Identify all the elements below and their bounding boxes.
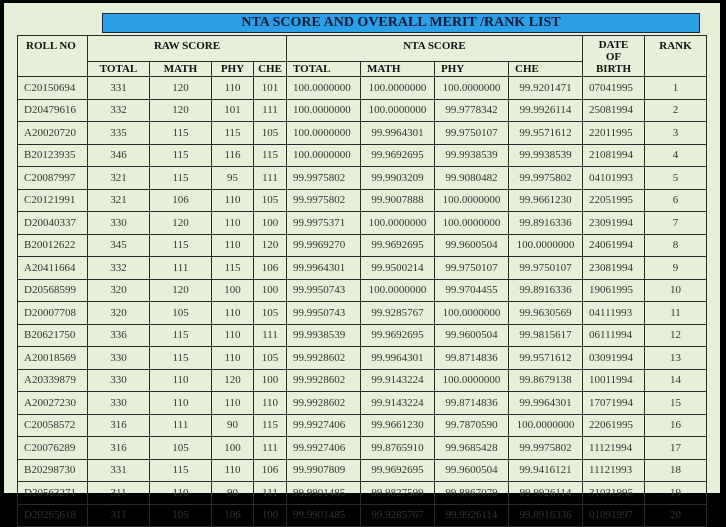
header-raw-math: MATH (150, 62, 212, 77)
nta-che-cell: 99.8916336 (509, 212, 583, 235)
nta-math-cell: 99.9285767 (361, 302, 435, 325)
nta-total-cell: 99.9901485 (287, 482, 361, 505)
nta-che-cell: 99.9975802 (509, 437, 583, 460)
table-row (18, 99, 707, 122)
dob-cell: 06111994 (583, 324, 645, 347)
roll-no-cell: D20007708 (18, 302, 88, 325)
nta-math-cell: 100.0000000 (361, 212, 435, 235)
nta-math-cell: 99.9903209 (361, 167, 435, 190)
nta-che-cell: 99.8916336 (509, 279, 583, 302)
nta-phy-cell: 99.9750107 (435, 122, 509, 145)
nta-math-cell: 99.9827599 (361, 482, 435, 505)
table-row (18, 122, 707, 145)
nta-phy-cell: 99.8714836 (435, 392, 509, 415)
nta-phy-cell: 99.9600504 (435, 324, 509, 347)
raw-che-cell: 115 (254, 144, 287, 167)
rank-cell: 7 (645, 212, 707, 235)
nta-math-cell: 99.9692695 (361, 144, 435, 167)
raw-math-cell: 105 (150, 437, 212, 460)
raw-math-cell: 120 (150, 99, 212, 122)
nta-phy-cell: 99.8714836 (435, 347, 509, 370)
roll-no-cell: A20339879 (18, 369, 88, 392)
rank-cell: 20 (645, 504, 707, 527)
nta-total-cell: 99.9928602 (287, 347, 361, 370)
table-row (18, 482, 707, 505)
nta-math-cell: 99.9661230 (361, 414, 435, 437)
rank-cell: 11 (645, 302, 707, 325)
nta-total-cell: 99.9901485 (287, 504, 361, 527)
header-nta-total: TOTAL (287, 62, 361, 77)
nta-math-cell: 100.0000000 (361, 279, 435, 302)
raw-che-cell: 101 (254, 77, 287, 100)
raw-phy-cell: 106 (212, 504, 254, 527)
nta-total-cell: 100.0000000 (287, 77, 361, 100)
rank-cell: 4 (645, 144, 707, 167)
header-raw-total: TOTAL (88, 62, 150, 77)
rank-cell: 19 (645, 482, 707, 505)
raw-math-cell: 110 (150, 369, 212, 392)
raw-phy-cell: 90 (212, 482, 254, 505)
dob-cell: 19061995 (583, 279, 645, 302)
raw-total-cell: 311 (88, 504, 150, 527)
nta-phy-cell: 99.9704455 (435, 279, 509, 302)
raw-che-cell: 110 (254, 392, 287, 415)
rank-cell: 9 (645, 257, 707, 280)
table-row (18, 257, 707, 280)
nta-total-cell: 99.9928602 (287, 392, 361, 415)
raw-phy-cell: 110 (212, 212, 254, 235)
raw-phy-cell: 110 (212, 302, 254, 325)
raw-total-cell: 316 (88, 414, 150, 437)
raw-total-cell: 311 (88, 482, 150, 505)
table-row (18, 279, 707, 302)
dob-cell: 25081994 (583, 99, 645, 122)
raw-math-cell: 115 (150, 234, 212, 257)
raw-math-cell: 106 (150, 189, 212, 212)
nta-phy-cell: 99.9778342 (435, 99, 509, 122)
table-body (18, 77, 707, 527)
raw-math-cell: 115 (150, 122, 212, 145)
nta-math-cell: 99.8765910 (361, 437, 435, 460)
page-frame (4, 3, 720, 522)
raw-total-cell: 330 (88, 392, 150, 415)
nta-che-cell: 100.0000000 (509, 234, 583, 257)
raw-phy-cell: 100 (212, 279, 254, 302)
dob-cell: 22011995 (583, 122, 645, 145)
merit-table (17, 35, 707, 527)
raw-math-cell: 111 (150, 257, 212, 280)
dob-cell: 21081994 (583, 144, 645, 167)
dob-cell: 01091997 (583, 504, 645, 527)
raw-math-cell: 111 (150, 414, 212, 437)
raw-phy-cell: 115 (212, 257, 254, 280)
raw-che-cell: 111 (254, 482, 287, 505)
raw-total-cell: 330 (88, 212, 150, 235)
dob-cell: 22061995 (583, 414, 645, 437)
raw-phy-cell: 110 (212, 189, 254, 212)
raw-phy-cell: 110 (212, 459, 254, 482)
raw-phy-cell: 110 (212, 234, 254, 257)
nta-che-cell: 99.9571612 (509, 347, 583, 370)
header-rank: RANK (645, 36, 707, 77)
raw-total-cell: 331 (88, 77, 150, 100)
rank-cell: 15 (645, 392, 707, 415)
header-raw-phy: PHY (212, 62, 254, 77)
nta-phy-cell: 100.0000000 (435, 212, 509, 235)
rank-cell: 10 (645, 279, 707, 302)
rank-cell: 6 (645, 189, 707, 212)
roll-no-cell: D20479616 (18, 99, 88, 122)
roll-no-cell: B20298730 (18, 459, 88, 482)
table-row (18, 369, 707, 392)
header-raw-che: CHE (254, 62, 287, 77)
dob-cell: 11121993 (583, 459, 645, 482)
nta-math-cell: 99.9500214 (361, 257, 435, 280)
raw-math-cell: 120 (150, 212, 212, 235)
table-row (18, 167, 707, 190)
rank-cell: 1 (645, 77, 707, 100)
raw-che-cell: 106 (254, 257, 287, 280)
raw-phy-cell: 110 (212, 347, 254, 370)
nta-math-cell: 99.9964301 (361, 347, 435, 370)
nta-phy-cell: 99.9080482 (435, 167, 509, 190)
raw-che-cell: 111 (254, 99, 287, 122)
raw-che-cell: 111 (254, 437, 287, 460)
raw-total-cell: 346 (88, 144, 150, 167)
table-row (18, 324, 707, 347)
raw-math-cell: 115 (150, 459, 212, 482)
header-nta-math: MATH (361, 62, 435, 77)
roll-no-cell: D20568599 (18, 279, 88, 302)
raw-total-cell: 345 (88, 234, 150, 257)
rank-cell: 16 (645, 414, 707, 437)
rank-cell: 3 (645, 122, 707, 145)
raw-phy-cell: 90 (212, 414, 254, 437)
header-row-1 (18, 36, 707, 62)
nta-phy-cell: 99.9600504 (435, 234, 509, 257)
raw-total-cell: 332 (88, 99, 150, 122)
dob-cell: 04101993 (583, 167, 645, 190)
raw-che-cell: 105 (254, 302, 287, 325)
nta-total-cell: 100.0000000 (287, 99, 361, 122)
dob-cell: 22051995 (583, 189, 645, 212)
nta-total-cell: 99.9907809 (287, 459, 361, 482)
table-row (18, 77, 707, 100)
raw-math-cell: 115 (150, 144, 212, 167)
raw-phy-cell: 110 (212, 392, 254, 415)
nta-che-cell: 99.9926114 (509, 482, 583, 505)
nta-phy-cell: 99.9685428 (435, 437, 509, 460)
rank-cell: 12 (645, 324, 707, 347)
raw-total-cell: 321 (88, 167, 150, 190)
raw-che-cell: 111 (254, 167, 287, 190)
raw-che-cell: 105 (254, 347, 287, 370)
raw-che-cell: 115 (254, 414, 287, 437)
table-row (18, 459, 707, 482)
header-raw-score: RAW SCORE (88, 36, 287, 62)
raw-total-cell: 330 (88, 347, 150, 370)
table-row (18, 437, 707, 460)
table-row (18, 302, 707, 325)
nta-total-cell: 99.9975802 (287, 167, 361, 190)
header-dob: DATE OF BIRTH (583, 36, 645, 77)
nta-che-cell: 99.9571612 (509, 122, 583, 145)
nta-math-cell: 100.0000000 (361, 77, 435, 100)
raw-phy-cell: 95 (212, 167, 254, 190)
nta-che-cell: 99.9750107 (509, 257, 583, 280)
nta-che-cell: 99.9201471 (509, 77, 583, 100)
table-row (18, 234, 707, 257)
nta-total-cell: 99.9975802 (287, 189, 361, 212)
raw-che-cell: 105 (254, 189, 287, 212)
nta-math-cell: 99.9692695 (361, 234, 435, 257)
roll-no-cell: C20076289 (18, 437, 88, 460)
header-nta-score: NTA SCORE (287, 36, 583, 62)
dob-cell: 03091994 (583, 347, 645, 370)
page-title: NTA SCORE AND OVERALL MERIT /RANK LIST (102, 13, 700, 33)
roll-no-cell: B20012622 (18, 234, 88, 257)
raw-math-cell: 120 (150, 77, 212, 100)
raw-che-cell: 106 (254, 459, 287, 482)
raw-math-cell: 115 (150, 324, 212, 347)
dob-cell: 31031995 (583, 482, 645, 505)
nta-che-cell: 99.8679138 (509, 369, 583, 392)
raw-che-cell: 100 (254, 279, 287, 302)
nta-che-cell: 99.9630569 (509, 302, 583, 325)
header-roll-no: ROLL NO (18, 36, 88, 77)
roll-no-cell: D20265618 (18, 504, 88, 527)
roll-no-cell: C20150694 (18, 77, 88, 100)
rank-cell: 18 (645, 459, 707, 482)
roll-no-cell: C20121991 (18, 189, 88, 212)
raw-phy-cell: 120 (212, 369, 254, 392)
raw-total-cell: 332 (88, 257, 150, 280)
nta-total-cell: 100.0000000 (287, 122, 361, 145)
rank-cell: 8 (645, 234, 707, 257)
raw-total-cell: 321 (88, 189, 150, 212)
raw-total-cell: 331 (88, 459, 150, 482)
nta-che-cell: 99.9661230 (509, 189, 583, 212)
nta-total-cell: 99.9969270 (287, 234, 361, 257)
nta-total-cell: 99.9950743 (287, 302, 361, 325)
rank-cell: 2 (645, 99, 707, 122)
roll-no-cell: A20020720 (18, 122, 88, 145)
nta-math-cell: 99.9285767 (361, 504, 435, 527)
nta-che-cell: 99.9815617 (509, 324, 583, 347)
nta-phy-cell: 100.0000000 (435, 302, 509, 325)
roll-no-cell: C20087997 (18, 167, 88, 190)
nta-math-cell: 99.9692695 (361, 324, 435, 347)
raw-total-cell: 320 (88, 302, 150, 325)
table-row (18, 392, 707, 415)
roll-no-cell: C20058572 (18, 414, 88, 437)
nta-phy-cell: 100.0000000 (435, 369, 509, 392)
raw-phy-cell: 110 (212, 77, 254, 100)
nta-phy-cell: 99.9750107 (435, 257, 509, 280)
rank-cell: 13 (645, 347, 707, 370)
raw-phy-cell: 110 (212, 324, 254, 347)
raw-che-cell: 100 (254, 504, 287, 527)
dob-cell: 10011994 (583, 369, 645, 392)
raw-phy-cell: 116 (212, 144, 254, 167)
raw-che-cell: 100 (254, 369, 287, 392)
dob-cell: 04111993 (583, 302, 645, 325)
dob-cell: 23081994 (583, 257, 645, 280)
raw-phy-cell: 115 (212, 122, 254, 145)
roll-no-cell: D20040337 (18, 212, 88, 235)
header-nta-che: CHE (509, 62, 583, 77)
raw-math-cell: 110 (150, 482, 212, 505)
raw-math-cell: 110 (150, 392, 212, 415)
roll-no-cell: A20027230 (18, 392, 88, 415)
raw-total-cell: 335 (88, 122, 150, 145)
rank-cell: 14 (645, 369, 707, 392)
raw-total-cell: 336 (88, 324, 150, 347)
raw-phy-cell: 100 (212, 437, 254, 460)
rank-cell: 5 (645, 167, 707, 190)
nta-phy-cell: 99.9926114 (435, 504, 509, 527)
nta-total-cell: 99.9927406 (287, 414, 361, 437)
roll-no-cell: B20621750 (18, 324, 88, 347)
header-nta-phy: PHY (435, 62, 509, 77)
table-row (18, 504, 707, 527)
nta-phy-cell: 100.0000000 (435, 77, 509, 100)
nta-che-cell: 99.9975802 (509, 167, 583, 190)
dob-cell: 07041995 (583, 77, 645, 100)
raw-total-cell: 316 (88, 437, 150, 460)
raw-total-cell: 320 (88, 279, 150, 302)
raw-math-cell: 105 (150, 504, 212, 527)
nta-total-cell: 99.9928602 (287, 369, 361, 392)
nta-total-cell: 99.9927406 (287, 437, 361, 460)
roll-no-cell: B20123935 (18, 144, 88, 167)
nta-math-cell: 99.9007888 (361, 189, 435, 212)
nta-phy-cell: 99.7870590 (435, 414, 509, 437)
raw-math-cell: 120 (150, 279, 212, 302)
dob-cell: 11121994 (583, 437, 645, 460)
nta-che-cell: 100.0000000 (509, 414, 583, 437)
nta-total-cell: 99.9950743 (287, 279, 361, 302)
nta-phy-cell: 99.9938539 (435, 144, 509, 167)
roll-no-cell: D20563271 (18, 482, 88, 505)
roll-no-cell: A20411664 (18, 257, 88, 280)
nta-che-cell: 99.9938539 (509, 144, 583, 167)
nta-che-cell: 99.9416121 (509, 459, 583, 482)
raw-math-cell: 115 (150, 347, 212, 370)
raw-che-cell: 105 (254, 122, 287, 145)
raw-math-cell: 115 (150, 167, 212, 190)
nta-total-cell: 100.0000000 (287, 144, 361, 167)
table-row (18, 212, 707, 235)
nta-total-cell: 99.9938539 (287, 324, 361, 347)
table-row (18, 347, 707, 370)
nta-phy-cell: 99.9600504 (435, 459, 509, 482)
nta-math-cell: 99.9143224 (361, 392, 435, 415)
rank-cell: 17 (645, 437, 707, 460)
nta-che-cell: 99.9926114 (509, 99, 583, 122)
raw-total-cell: 330 (88, 369, 150, 392)
nta-che-cell: 99.9964301 (509, 392, 583, 415)
table-row (18, 414, 707, 437)
nta-phy-cell: 100.0000000 (435, 189, 509, 212)
nta-phy-cell: 99.8867079 (435, 482, 509, 505)
nta-math-cell: 99.9692695 (361, 459, 435, 482)
dob-cell: 17071994 (583, 392, 645, 415)
raw-math-cell: 105 (150, 302, 212, 325)
dob-cell: 24061994 (583, 234, 645, 257)
nta-total-cell: 99.9964301 (287, 257, 361, 280)
raw-che-cell: 111 (254, 324, 287, 347)
raw-phy-cell: 101 (212, 99, 254, 122)
raw-che-cell: 100 (254, 212, 287, 235)
nta-che-cell: 99.8916336 (509, 504, 583, 527)
nta-math-cell: 99.9964301 (361, 122, 435, 145)
nta-total-cell: 99.9975371 (287, 212, 361, 235)
table-row (18, 189, 707, 212)
table-row (18, 144, 707, 167)
raw-che-cell: 120 (254, 234, 287, 257)
nta-math-cell: 99.9143224 (361, 369, 435, 392)
dob-cell: 23091994 (583, 212, 645, 235)
roll-no-cell: A20018569 (18, 347, 88, 370)
nta-math-cell: 100.0000000 (361, 99, 435, 122)
